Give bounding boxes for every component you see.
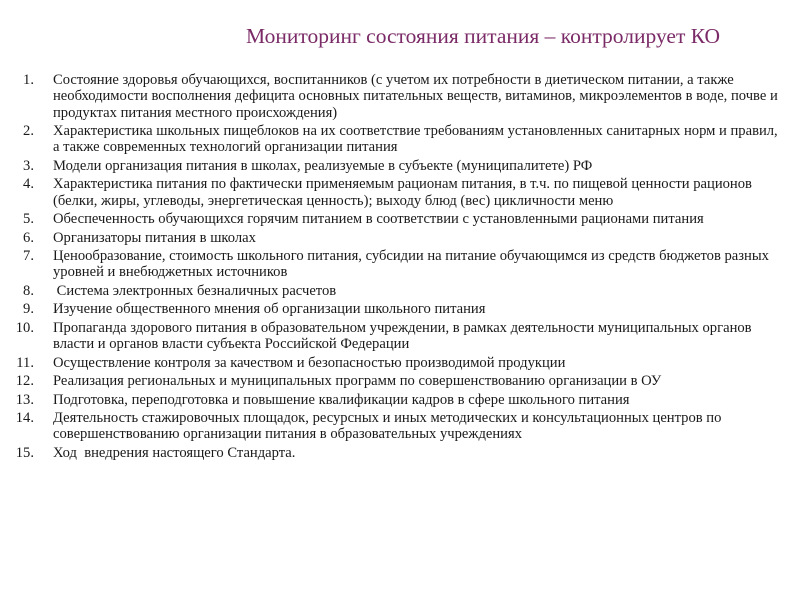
item-number: 3. — [23, 157, 34, 174]
item-number: 15. — [15, 444, 34, 461]
item-number: 9. — [23, 301, 34, 318]
list-item — [0, 72, 800, 121]
list-item — [0, 230, 800, 246]
item-text: Характеристика питания по фактически применяемым рационам питания, в т.ч. по пищевой ценности рационов (белки, жиры, углеводы, энергетическая ценность); выходу блюд (вес) цикличности меню — [53, 176, 752, 209]
item-number: 8. — [23, 282, 34, 299]
item-text: Модели организация питания в школах, реализуемые в субъекте (муниципалитете) РФ — [53, 157, 593, 174]
item-number: 6. — [23, 229, 34, 246]
item-text: Характеристика школьных пищеблоков на их соответствие требованиям установленных санитарных норм и правил, а также современных технологий организации питания — [53, 123, 778, 156]
item-number: 12. — [15, 373, 34, 390]
list-item — [0, 158, 800, 174]
item-number: 14. — [15, 410, 34, 427]
item-number: 7. — [23, 248, 34, 265]
list-item — [0, 373, 800, 389]
item-text: Организаторы питания в школах — [53, 229, 256, 246]
item-number: 2. — [23, 123, 34, 140]
item-text: Ценообразование, стоимость школьного питания, субсидии на питание обучающимся из средств бюджетов разных уровней и внебюджетных источников — [53, 248, 769, 281]
list-item — [0, 123, 800, 156]
list-item — [0, 320, 800, 353]
item-text: Реализация региональных и муниципальных программ по совершенствованию организации в ОУ — [53, 373, 662, 390]
list-item — [0, 301, 800, 317]
item-number: 13. — [15, 391, 34, 408]
list-item — [0, 176, 800, 209]
item-text: Изучение общественного мнения об организации школьного питания — [53, 301, 486, 318]
item-text: Подготовка, переподготовка и повышение квалификации кадров в сфере школьного питания — [53, 391, 630, 408]
item-text: Осуществление контроля за качеством и безопасностью производимой продукции — [53, 354, 566, 371]
list-item — [0, 392, 800, 408]
item-number: 4. — [23, 176, 34, 193]
item-number: 11. — [16, 354, 34, 371]
list-item — [0, 283, 800, 299]
list-item — [0, 445, 800, 461]
item-text: Деятельность стажировочных площадок, ресурсных и иных методических и консультационных центров по совершенствованию организации питания в образовательных учреждениях — [53, 410, 722, 443]
item-number: 10. — [15, 319, 34, 336]
monitoring-list — [0, 72, 800, 463]
list-item — [0, 211, 800, 227]
item-number: 1. — [23, 72, 34, 88]
item-text: Пропаганда здорового питания в образовательном учреждении, в рамках деятельности муниципальных органов власти и органов власти субъекта Российской Федерации — [53, 319, 752, 353]
list-item — [0, 248, 800, 281]
item-text: Ход внедрения настоящего Стандарта. — [53, 444, 296, 461]
list-item — [0, 355, 800, 371]
item-text: Состояние здоровья обучающихся, воспитанников (с учетом их потребности в диетическом питании, а также необходимости восполнения дефицита основных питательных веществ, витаминов, микроэлементов в воде, почве и продуктах питания местного происхождения) — [53, 72, 778, 121]
item-text: Обеспеченность обучающихся горячим питанием в соответствии с установленными рационами питания — [53, 211, 704, 228]
item-text: Система электронных безналичных расчетов — [53, 282, 337, 299]
list-item — [0, 410, 800, 443]
page-title: Мониторинг состояния питания – контролирует КО — [246, 24, 721, 48]
item-number: 5. — [23, 211, 34, 228]
